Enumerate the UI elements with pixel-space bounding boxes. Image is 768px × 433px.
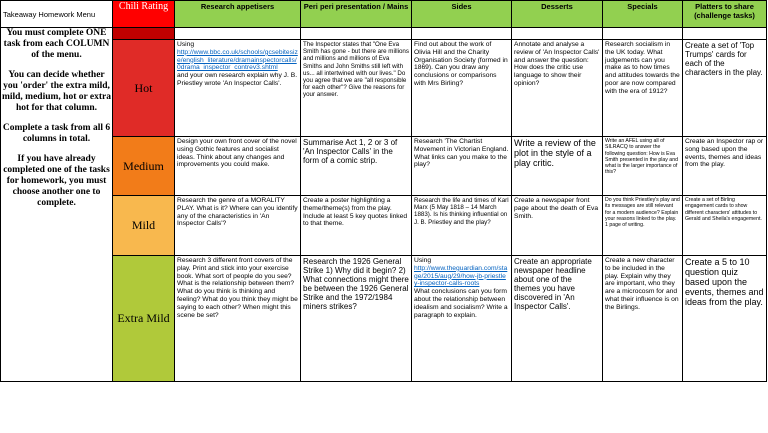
task-cell: Research the life and times of Karl Marx (5 May 1818 – 14 March 1883). Is his thinking influential on J. B. Priestley and the play? bbox=[412, 196, 512, 256]
column-header-specials: Specials bbox=[603, 1, 683, 28]
column-header-research: Research appetisers bbox=[175, 1, 301, 28]
task-cell: Annotate and analyse a review of 'An Inspector Calls' and answer the question: How does the critic use language to show their opinion? bbox=[512, 40, 603, 137]
bbc-bitesize-link[interactable]: http://www.bbc.co.uk/schools/gcsebitesize/english_literature/dramainspectorcalls/0drama_inspector_contrev3.shtml bbox=[177, 48, 298, 72]
column-header-platters: Platters to share (challenge tasks) bbox=[683, 1, 767, 28]
task-cell: Research 'The Chartist Movement in Victorian England. What links can you make to the play? bbox=[412, 137, 512, 196]
task-cell: Create a set of Birling engagement cards to show different characters' attitudes to Gerald and Sheila's engagement. bbox=[683, 196, 767, 256]
task-cell: Create a newspaper front page about the death of Eva Smith. bbox=[512, 196, 603, 256]
instructions-panel bbox=[1, 28, 113, 382]
spacer-row bbox=[1, 28, 767, 40]
column-header-presentation: Peri peri presentation / Mains bbox=[301, 1, 412, 28]
header-row bbox=[1, 1, 767, 28]
guardian-article-link[interactable]: http://www.theguardian.com/stage/2015/aug/29/how-jb-priestley-inspector-calls-roots bbox=[414, 264, 508, 288]
task-cell: Design your own front cover of the novel using Gothic features and socialist ideas. Think about any changes and improvements you could make. bbox=[175, 137, 301, 196]
task-cell: Summarise Act 1, 2 or 3 of 'An Inspector Calls' in the form of a comic strip. bbox=[301, 137, 412, 196]
task-cell: Find out about the work of Olivia Hill and the Charity Organisation Society (formed in 1869). Can you draw any conclusions or comparisons with Mrs Birling? bbox=[412, 40, 512, 137]
instruction-text: If you have already completed one of the tasks for homework, you must choose another one to complete. bbox=[3, 154, 110, 208]
table-row bbox=[1, 256, 767, 382]
heat-level-hot: Hot bbox=[113, 40, 175, 137]
table-row bbox=[1, 137, 767, 196]
table-row bbox=[1, 40, 767, 137]
task-cell: Research the genre of a MORALITY PLAY. What is it? Where can you identify any of the characteristics in 'An Inspector Calls'? bbox=[175, 196, 301, 256]
column-header-sides: Sides bbox=[412, 1, 512, 28]
task-cell: Write a review of the plot in the style of a play critic. bbox=[512, 137, 603, 196]
instruction-text: Complete a task from all 6 columns in total. bbox=[2, 123, 111, 144]
chili-rating-header: Chili Rating bbox=[113, 1, 175, 28]
menu-title: Takeaway Homework Menu bbox=[1, 1, 113, 28]
task-cell: Create a set of 'Top Trumps' cards for each of the characters in the play. bbox=[683, 40, 767, 137]
instruction-text: You must complete ONE task from each COLUMN of the menu. bbox=[3, 28, 110, 60]
heat-level-mild: Mild bbox=[113, 196, 175, 256]
task-cell: Write an AFEL using all of SILRACQ to answer the following question: How is Eva Smith presented in the play and what is the larger importance of this? bbox=[603, 137, 683, 196]
task-cell: Create an appropriate newspaper headline about one of the themes you have discovered in 'An Inspector Calls'. bbox=[512, 256, 603, 382]
heat-level-medium: Medium bbox=[113, 137, 175, 196]
task-cell: The Inspector states that "One Eva Smith has gone - but there are millions and millions and millions of Eva Smiths and John Smiths still left with us... all intertwined with our lives." Do you agree that we are "all responsible for each other"? Give the reasons for your answer. bbox=[301, 40, 412, 137]
task-cell: Create an Inspector rap or song based upon the events, themes and ideas from the play. bbox=[683, 137, 767, 196]
instruction-text: You can decide whether you 'order' the extra mild, mild, medium, hot or extra hot for that column. bbox=[1, 70, 112, 113]
task-cell: Research socialism in the UK today. What judgements can you make as to how times and attitudes towards the poor are now compared with the era of 1912? bbox=[603, 40, 683, 137]
task-cell: Create a new character to be included in the play. Explain why they are important, who they are a microcosm for and what their influence is on the Birlings. bbox=[603, 256, 683, 382]
task-cell: Research 3 different front covers of the play. Print and stick into your exercise book. What sort of people do you see? What is the relationship between them? What do you think is thinking and feeling? What do you think they might be saying to each other? When might this scene be set? bbox=[175, 256, 301, 382]
task-cell: Using http://www.theguardian.com/stage/2015/aug/29/how-jb-priestley-inspector-calls-roots What conclusions can you form about the relationship between idealism and socialism? Write a paragraph to explain. bbox=[412, 256, 512, 382]
task-cell: Create a 5 to 10 question quiz based upon the events, themes and ideas from the play. bbox=[683, 256, 767, 382]
task-cell: Create a poster highlighting a theme/theme(s) from the play. Include at least 5 key quotes linked to that theme. bbox=[301, 196, 412, 256]
table-row bbox=[1, 196, 767, 256]
column-header-desserts: Desserts bbox=[512, 1, 603, 28]
heat-level-extra-mild: Extra Mild bbox=[113, 256, 175, 382]
chili-spacer bbox=[113, 28, 175, 40]
task-cell: Do you think Priestley's play and its messages are still relevant for a modern audience? Explain your reasons linked to the play. 1 page of writing. bbox=[603, 196, 683, 256]
task-cell: Research the 1926 General Strike 1) Why did it begin? 2) What connections might there be between the 1926 General Strike and the 1972/1984 miners strikes? bbox=[301, 256, 412, 382]
task-cell: Using http://www.bbc.co.uk/schools/gcsebitesize/english_literature/dramainspectorcalls/0drama_inspector_contrev3.shtml and your own research explain why J. B. Priestley wrote 'An Inspector Calls'. bbox=[175, 40, 301, 137]
